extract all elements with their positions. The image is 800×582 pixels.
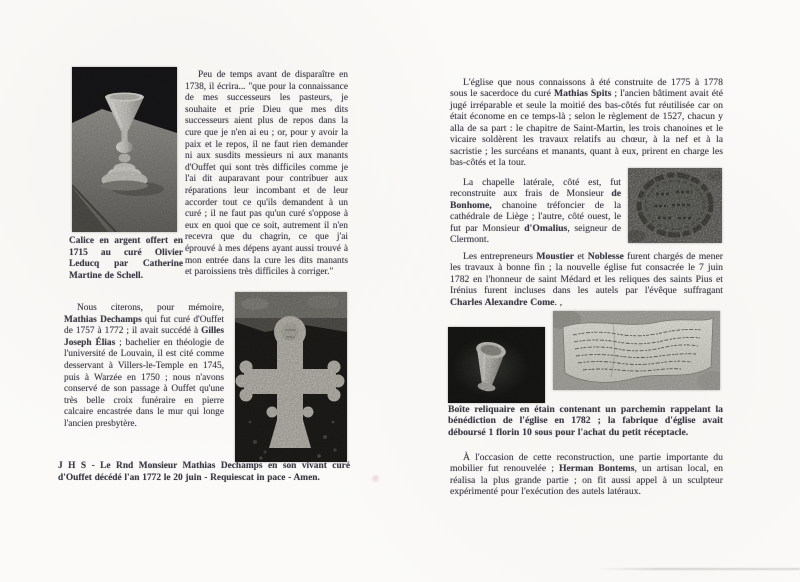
text-run: et [574,251,588,262]
text-run: qui fut curé d'Ouffet de 1757 à 1772 ; il avait succédé à [64,314,224,337]
text-run: ; l'ancien bâtiment avait été jugé irréparable et seule la moitié des bas-côtés fut réutilisée car on était économe en ce temps-là ; selon le règlement de 1527, chacun y alla de sa part : le chapitre de Saint-Martin, les trois chanoines et le vicaire soldèrent les travaux relatifs au chœur, à la nef et à la sacristie ; les surcéans et manants, quant à eux, prirent en charge les bas-côtés et la tour. [450,88,724,169]
reliquary-photo-caption [448,404,723,438]
text-run: ; bachelier en théologie de l'université de Louvain, il est cité comme desservant à Villers-le-Temple en 1745, puis à Warzée en 1750 ; nous n'avons conservé de son passage à Ouffet qu'une très belle croix funéraire en pierre calcaire encastrée dans le mur qui longe l'ancien presbytère. [64,337,225,429]
text-run-bold: d'Omalius [524,222,568,234]
text-run: À l'occasion de cette reconstruction, une partie importante du mobilier fut renouvelée ; [450,452,723,475]
scan-smudge [370,474,381,483]
text-run-bold: Gilles Joseph Élias [64,326,224,348]
parchment-photo [553,311,720,390]
reliquary-photo [448,327,545,403]
left-paragraph-pastor-memoir [185,70,348,279]
right-paragraph-church-construction [450,77,723,169]
chalice-photo [72,67,177,232]
text-run-bold: de Bonhome, [450,188,621,211]
text-run: Les entrepreneurs [463,251,537,262]
scan-page-edge [598,568,800,570]
text-run: . , [554,296,563,308]
right-paragraph-restoration [450,452,723,498]
right-paragraph-entrepreneurs [450,251,723,308]
text-run-bold: Noblesse [587,251,624,262]
caption-text: Calice en argent offert en 1715 au curé Olivier Leducq par Catherine Martine de Schell. [69,236,183,281]
right-paragraph-chapel [450,177,621,246]
caption-text: Boîte reliquaire en étain contenant un parchemin rappelant la bénédiction de l'église en 1782 ; la fabrique d'église avait déboursé 1 florin 10 sous pour l'achat du petit réceptacle. [448,404,723,438]
funerary-cross-photo [235,292,347,462]
chalice-photo-caption [69,236,183,282]
left-paragraph-dechamps [64,303,224,431]
text-run-bold: Herman Bontems [558,463,635,475]
text-run-bold: Mathias Spits [553,88,612,100]
text-run: La chapelle latérale, côté est, fut reconstruite aux frais de Monsieur [450,177,621,200]
stone-seal-photo [628,168,722,243]
text-run: Peu de temps avant de disparaître en 1738, il écrira... "que pour la connaissance de mes successeurs les pasteurs, je souhaite et prie Dieu que mes dits successeurs aient plus de repos dans la cure que je n'en ai eu ; or, pour y avoir la paix et le repos, il ne faut rien demander ni aux susdits messieurs ni aux manants d'Ouffet qui sont très difficiles comme je l'ai dit auparavant pour contribuer aux réparations leur incombant et de leur accorder tout ce qu'ils demandent à un curé ; il ne faut pas qu'un curé s'oppose à eux en quoi que ce soit, autrement il n'en recevra que du chagrin, ce que j'ai éprouvé à mes dépens ayant aussi trouvé à mon entrée dans la cure les dits manants et paroissiens très difficiles à corriger." [185,70,348,278]
cross-photo-caption [58,461,350,484]
text-run: chanoine tréfoncier de la cathédrale de Liège ; l'autre, côté ouest, le fut par Monsieur [450,199,621,234]
caption-text: J H S - Le Rnd Monsieur Mathias Dechamps en son vivant curé d'Ouffet décédé l'an 1772 le 20 juin - Requiescat in pace - Amen. [58,461,350,483]
text-run: Nous citerons, pour mémoire, [77,303,224,313]
text-run-bold: Mathias Dechamps [64,314,142,325]
text-run: , un artisan local, en réalisa la plus grande partie ; on fit aussi appel à un sculpteur expérimenté pour l'exécution des autels latéraux. [450,463,723,498]
text-run-bold: Moustier [536,251,575,262]
text-run: furent chargés de mener les travaux à bonne fin ; la nouvelle église fut consacrée le 7 juin 1782 en l'honneur de saint Médard et les reliques des saints Pius et Irénius furent incluses dans les autels par l'évêque suffragant [450,251,723,297]
text-run: L'église que nous connaissons à été construite de 1775 à 1778 sous le sacerdoce du curé [450,77,723,100]
text-run: , seigneur de Clermont. [450,222,622,246]
text-run-bold: Charles Alexandre Come [450,296,555,308]
